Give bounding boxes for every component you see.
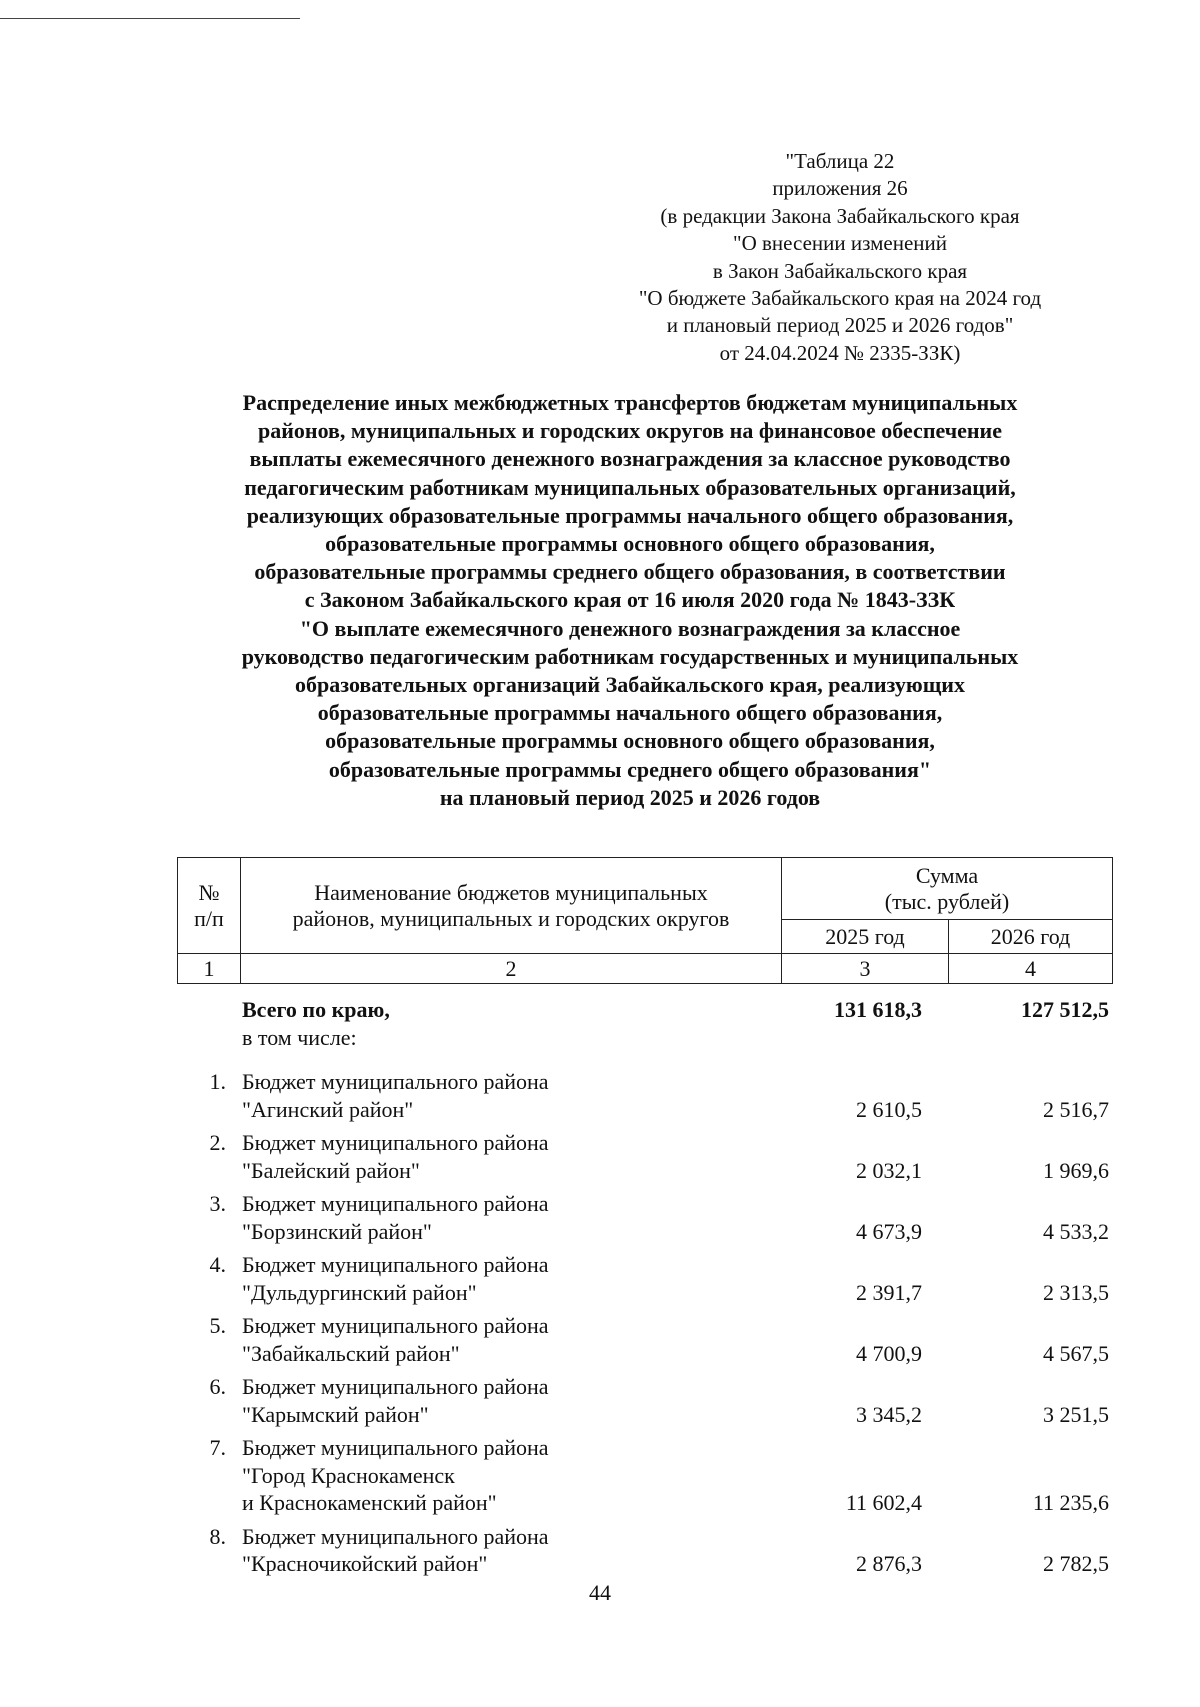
row-value-2026: 1 969,6 xyxy=(1043,1157,1109,1183)
row-name xyxy=(242,1129,802,1184)
title-line: образовательные программы начального общего образования, xyxy=(317,700,943,726)
header-num-line1: № xyxy=(198,879,220,905)
row-name-line: "Карымский район" xyxy=(242,1401,429,1427)
header-name-line2: районов, муниципальных и городских округов xyxy=(292,905,730,931)
table-row xyxy=(177,1434,1112,1517)
title-line: выплаты ежемесячного денежного вознаграждения за классное руководство xyxy=(249,446,1011,472)
title-line: педагогическим работникам муниципальных образовательных организаций, xyxy=(244,474,1016,500)
header-num xyxy=(178,858,241,954)
row-name-line: "Забайкальский район" xyxy=(242,1340,460,1366)
row-number: 6. xyxy=(209,1374,226,1399)
total-2025: 131 618,3 xyxy=(834,997,922,1022)
header-name xyxy=(241,858,782,954)
table-row xyxy=(177,1190,1112,1245)
row-number: 3. xyxy=(209,1191,226,1216)
table-row xyxy=(177,1312,1112,1367)
row-name-line: "Красночикойский район" xyxy=(242,1551,488,1576)
row-name-line: Бюджет муниципального района xyxy=(242,1313,549,1338)
title-line: руководство педагогическим работникам государственных и муниципальных xyxy=(241,643,1019,669)
col-number-4: 4 xyxy=(949,954,1113,984)
row-value-2026: 2 782,5 xyxy=(1043,1551,1109,1576)
row-name-line: и Краснокаменский район" xyxy=(242,1490,497,1515)
row-value-2026: 4 533,2 xyxy=(1043,1218,1109,1244)
row-name-line: "Балейский район" xyxy=(242,1157,420,1183)
row-name-line: Бюджет муниципального района xyxy=(242,1435,549,1460)
title-line: образовательные программы среднего общего образования, в соответствии xyxy=(254,559,1006,585)
document-title xyxy=(150,389,1110,812)
title-line: образовательных организаций Забайкальского края, реализующих xyxy=(295,672,965,698)
row-name-line: Бюджет муниципального района xyxy=(242,1130,549,1155)
row-name xyxy=(242,1373,802,1428)
appendix-line: "Таблица 22 xyxy=(785,149,895,173)
row-value-2026: 4 567,5 xyxy=(1043,1340,1109,1366)
row-value-2026: 11 235,6 xyxy=(1032,1490,1109,1515)
col-number-2: 2 xyxy=(241,954,782,984)
table-row xyxy=(177,1068,1112,1123)
col-number-1: 1 xyxy=(178,954,241,984)
row-value-2025: 2 032,1 xyxy=(856,1157,922,1183)
table-row xyxy=(177,1523,1112,1578)
row-name-line: Бюджет муниципального района xyxy=(242,1191,549,1216)
row-number: 4. xyxy=(209,1252,226,1277)
row-name-line: Бюджет муниципального района xyxy=(242,1523,549,1549)
row-value-2026: 3 251,5 xyxy=(1043,1401,1109,1427)
title-line: на плановый период 2025 и 2026 годов xyxy=(439,784,821,810)
header-year-2026: 2026 год xyxy=(949,920,1113,954)
table-header xyxy=(177,857,1113,984)
total-row xyxy=(177,996,1112,1024)
row-name xyxy=(242,1312,802,1367)
appendix-line: в Закон Забайкальского края xyxy=(712,258,968,283)
row-name-line: "Город Краснокаменск xyxy=(242,1462,455,1488)
header-sum-line1: Сумма xyxy=(915,862,979,888)
row-value-2025: 4 700,9 xyxy=(856,1340,922,1366)
row-value-2025: 4 673,9 xyxy=(856,1218,922,1244)
table-row xyxy=(177,1373,1112,1428)
row-value-2025: 2 610,5 xyxy=(856,1096,922,1122)
title-line: образовательные программы основного общего образования, xyxy=(325,728,935,754)
row-value-2025: 2 876,3 xyxy=(856,1551,922,1576)
row-number: 8. xyxy=(209,1523,226,1549)
row-name-line: Бюджет муниципального района xyxy=(242,1069,549,1094)
header-num-line2: п/п xyxy=(194,905,224,931)
appendix-line: приложения 26 xyxy=(772,176,908,201)
row-value-2025: 2 391,7 xyxy=(856,1279,922,1305)
title-line: реализующих образовательные программы начального общего образования, xyxy=(246,502,1014,528)
appendix-line: "О внесении изменений xyxy=(733,231,947,256)
title-line: районов, муниципальных и городских округов на финансовое обеспечение xyxy=(258,418,1002,444)
appendix-line: от 24.04.2024 № 2335-ЗЗК) xyxy=(719,340,961,365)
row-value-2026: 2 516,7 xyxy=(1043,1096,1109,1122)
page-number: 44 xyxy=(589,1580,611,1605)
header-name-line1: Наименование бюджетов муниципальных xyxy=(314,879,708,905)
row-name-line: "Агинский район" xyxy=(242,1096,414,1122)
row-name xyxy=(242,1068,802,1123)
table-row xyxy=(177,1129,1112,1184)
total-2026: 127 512,5 xyxy=(1021,997,1109,1022)
row-value-2025: 11 602,4 xyxy=(845,1490,922,1515)
row-name xyxy=(242,1523,802,1578)
row-number: 7. xyxy=(209,1435,226,1460)
row-name-line: Бюджет муниципального района xyxy=(242,1374,549,1399)
total-subtitle-row xyxy=(177,1024,1112,1052)
row-name-line: "Дульдургинский район" xyxy=(242,1279,477,1305)
row-name-line: Бюджет муниципального района xyxy=(242,1252,549,1277)
total-subtitle: в том числе: xyxy=(242,1024,357,1050)
col-number-3: 3 xyxy=(782,954,949,984)
title-line: Распределение иных межбюджетных трансфертов бюджетам муниципальных xyxy=(242,390,1018,415)
appendix-line: и плановый период 2025 и 2026 годов" xyxy=(666,313,1014,338)
row-number: 1. xyxy=(209,1069,226,1094)
header-sum-line2: (тыс. рублей) xyxy=(884,888,1010,914)
total-label: Всего по краю, xyxy=(242,997,390,1022)
header-year-2025: 2025 год xyxy=(782,920,949,954)
row-name xyxy=(242,1190,802,1245)
appendix-line: (в редакции Закона Забайкальского края xyxy=(660,203,1020,228)
title-line: с Законом Забайкальского края от 16 июля 2020 года № 1843-ЗЗК xyxy=(304,587,956,613)
row-name-line: "Борзинский район" xyxy=(242,1218,432,1244)
appendix-line: "О бюджете Забайкальского края на 2024 год xyxy=(638,286,1042,311)
row-number: 5. xyxy=(209,1313,226,1338)
table-body xyxy=(177,996,1112,1584)
row-name xyxy=(242,1434,802,1517)
appendix-reference xyxy=(600,148,1080,367)
row-value-2025: 3 345,2 xyxy=(856,1401,922,1427)
header-sum xyxy=(782,858,1113,920)
row-value-2026: 2 313,5 xyxy=(1043,1279,1109,1305)
title-line: образовательные программы среднего общего образования" xyxy=(328,756,932,782)
row-number: 2. xyxy=(209,1130,226,1155)
scan-edge-line xyxy=(0,18,300,19)
table-row xyxy=(177,1251,1112,1306)
row-name xyxy=(242,1251,802,1306)
title-line: образовательные программы основного общего образования, xyxy=(325,531,935,557)
title-line: "О выплате ежемесячного денежного вознаграждения за классное xyxy=(299,615,961,641)
